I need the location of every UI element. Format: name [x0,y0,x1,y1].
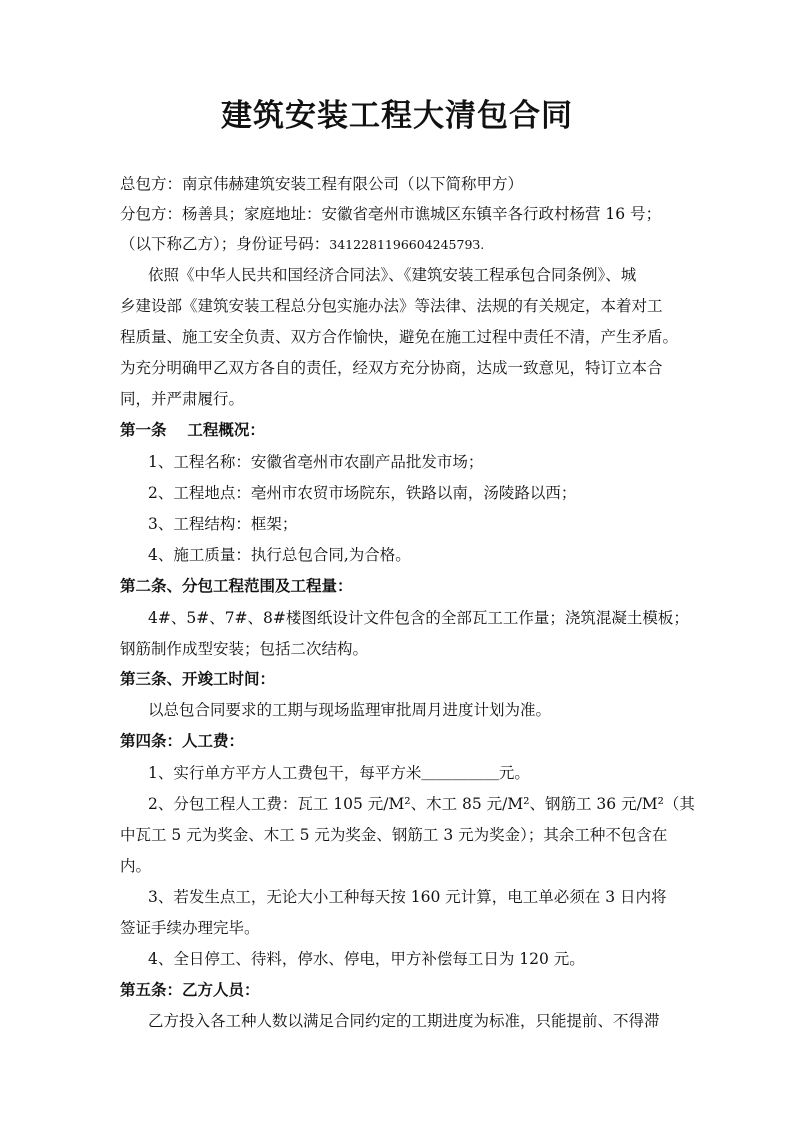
body-line: 分包方：杨善具；家庭地址：安徽省亳州市谯城区东镇辛各行政村杨营 16 号； [120,205,662,223]
section-heading: 第一条 工程概况： [120,420,265,439]
contract-title: 建筑安装工程大清包合同 [221,98,573,134]
section-heading: 第二条、分包工程范围及工程量： [120,576,353,595]
body-line: 乙方投入各工种人数以满足合同约定的工期进度为标准，只能提前、不得滞 [148,1012,660,1030]
section-heading: 第四条：人工费： [120,731,245,750]
body-line: 4、施工质量：执行总包合同,为合格。 [148,546,411,564]
body-line: 内。 [120,857,152,875]
section-heading: 第三条、开竣工时间： [120,669,276,688]
body-line: 3、若发生点工，无论大小工种每天按 160 元计算，电工单必须在 3 日内将 [148,888,667,906]
body-line: 乡建设部《建筑安装工程总分包实施办法》等法律、法规的有关规定，本着对工 [120,297,663,315]
body-line: 2、工程地点：亳州市农贸市场院东，铁路以南，汤陵路以西； [148,484,577,502]
section-heading: 第五条：乙方人员： [120,980,260,999]
id-number: 341228119660424579З. [329,237,485,252]
body-line: 以总包合同要求的工期与现场监理审批周月进度计划为准。 [148,701,552,719]
body-line: 1、工程名称：安徽省亳州市农副产品批发市场； [148,453,484,471]
body-line: 程质量、施工安全负责、双方合作愉快，避免在施工过程中责任不清，产生矛盾。 [120,328,679,346]
body-line: 中瓦工 5 元为奖金、木工 5 元为奖金、钢筋工 3 元为奖金）；其余工种不包含在 [120,826,668,844]
body-line: 1、实行单方平方人工费包干，每平方米＿＿＿＿＿元。 [148,764,530,782]
body-line [120,232,484,257]
id-label: （以下称乙方）；身份证号码： [120,235,330,253]
body-line: 签证手续办理完毕。 [120,919,260,937]
body-line: 同，并严肃履行。 [120,390,245,408]
body-line: 4#、5#、7#、8#楼图纸设计文件包含的全部瓦工工作量；浇筑混凝土模板； [148,609,689,627]
body-line: 2、分包工程人工费：瓦工 105 元/M²、木工 85 元/M²、钢筋工 36 元/M²（其 [148,795,695,813]
body-line: 依照《中华人民共和国经济合同法》、《建筑安装工程承包合同条例》、城 [148,266,637,284]
body-line: 为充分明确甲乙双方各自的责任，经双方充分协商，达成一致意见，特订立本合 [120,359,663,377]
body-line: 3、工程结构：框架； [148,515,298,533]
body-line: 4、全日停工、待料，停水、停电，甲方补偿每工日为 120 元。 [148,950,585,968]
body-line: 总包方：南京伟赫建筑安装工程有限公司（以下简称甲方） [120,175,524,193]
body-line: 钢筋制作成型安装；包括二次结构。 [120,640,369,658]
